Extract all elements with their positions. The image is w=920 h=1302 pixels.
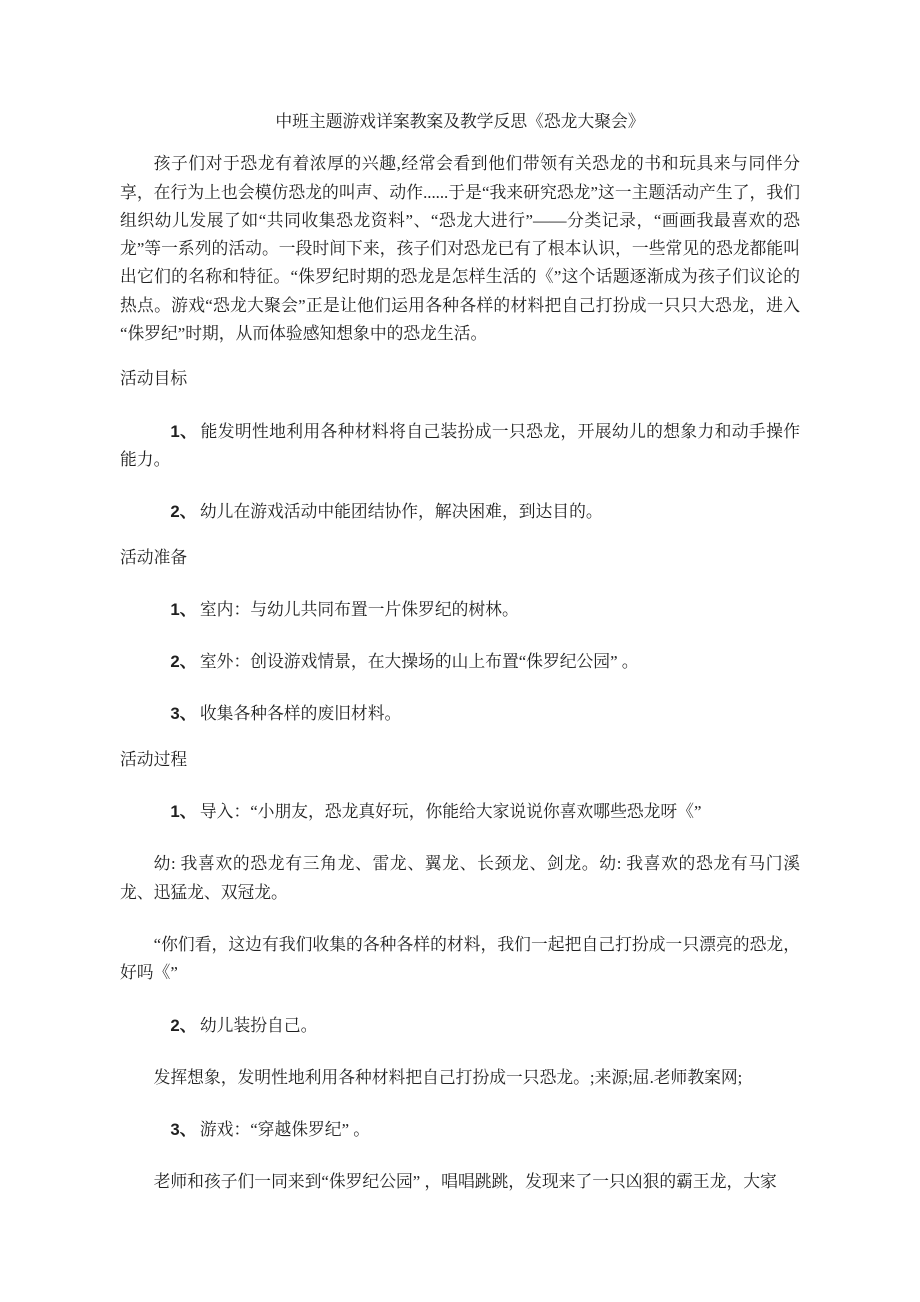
- process-step-3-text: 游戏：“穿越侏罗纪” 。: [199, 1120, 370, 1140]
- goal-item-2-text: 幼儿在游戏活动中能团结协作，解决困难，到达目的。: [199, 502, 603, 522]
- goal-item-1-number: 1、: [170, 421, 198, 441]
- preparation-item-1-number: 1、: [170, 599, 197, 619]
- goal-item-2-number: 2、: [170, 502, 197, 522]
- heading-activity-goals: 活动目标: [120, 369, 188, 389]
- goal-item-2: [120, 498, 800, 526]
- goal-item-1-text: 能发明性地利用各种材料将自己装扮成一只恐龙，开展幼儿的想象力和动手操作能力。: [120, 421, 800, 469]
- process-step-3-number: 3、: [170, 1120, 197, 1140]
- process-step-2-number: 2、: [170, 1015, 197, 1035]
- process-step-1-intro: [120, 798, 800, 826]
- game-description-paragraph: 老师和孩子们一同来到“侏罗纪公园” ，唱唱跳跳，发现来了一只凶狠的霸王龙，大家: [153, 1172, 777, 1192]
- process-step-1-text: 导入：“小朋友，恐龙真好玩，你能给大家说说你喜欢哪些恐龙呀《”: [199, 802, 702, 822]
- goal-item-1: [120, 418, 800, 475]
- preparation-item-2-number: 2、: [170, 652, 197, 672]
- children-answer-paragraph: 幼: 我喜欢的恐龙有三角龙、雷龙、翼龙、长颈龙、剑龙。幼: 我喜欢的恐龙有马门溪龙、迅猛龙、双冠龙。: [120, 854, 800, 902]
- preparation-item-1-text: 室内：与幼儿共同布置一片侏罗纪的树林。: [199, 599, 519, 619]
- preparation-item-3: [120, 700, 800, 728]
- process-step-2-dressup: [120, 1012, 800, 1040]
- preparation-item-3-text: 收集各种各样的废旧材料。: [199, 704, 402, 724]
- intro-paragraph: 孩子们对于恐龙有着浓厚的兴趣,经常会看到他们带领有关恐龙的书和玩具来与同伴分享，在行为上也会模仿恐龙的叫声、动作......于是“我来研究恐龙”这一主题活动产生了，我们组织幼儿发展了如“共同收集恐龙资料”、“恐龙大进行”——分类记录，“画画我最喜欢的恐龙”等一系列的活动。一段时间下来，孩子们对恐龙已有了根本认识，一些常见的恐龙都能叫出它们的名称和特征。“侏罗纪时期的恐龙是怎样生活的《”这个话题逐渐成为孩子们议论的热点。游戏“恐龙大聚会”正是让他们运用各种各样的材料把自己打扮成一只只大恐龙，进入“侏罗纪”时期，从而体验感知想象中的恐龙生活。: [120, 154, 800, 344]
- document-title: 中班主题游戏详案教案及教学反思《恐龙大聚会》: [275, 112, 645, 131]
- process-step-1-number: 1、: [170, 802, 197, 822]
- process-step-2-text: 幼儿装扮自己。: [199, 1015, 318, 1035]
- heading-activity-preparation: 活动准备: [120, 547, 188, 567]
- preparation-item-3-number: 3、: [170, 704, 197, 724]
- teacher-prompt-paragraph: “你们看，这边有我们收集的各种各样的材料，我们一起把自己打扮成一只漂亮的恐龙，好吗《”: [120, 934, 800, 983]
- preparation-item-2-text: 室外：创设游戏情景，在大操场的山上布置“侏罗纪公园” 。: [199, 652, 639, 672]
- preparation-item-1: [120, 596, 800, 624]
- process-step-3-game: [120, 1116, 800, 1144]
- dressup-description-paragraph: 发挥想象，发明性地利用各种材料把自己打扮成一只恐龙。;来源;屈.老师教案网;: [153, 1067, 743, 1087]
- preparation-item-2: [120, 648, 800, 676]
- heading-activity-process: 活动过程: [120, 749, 188, 769]
